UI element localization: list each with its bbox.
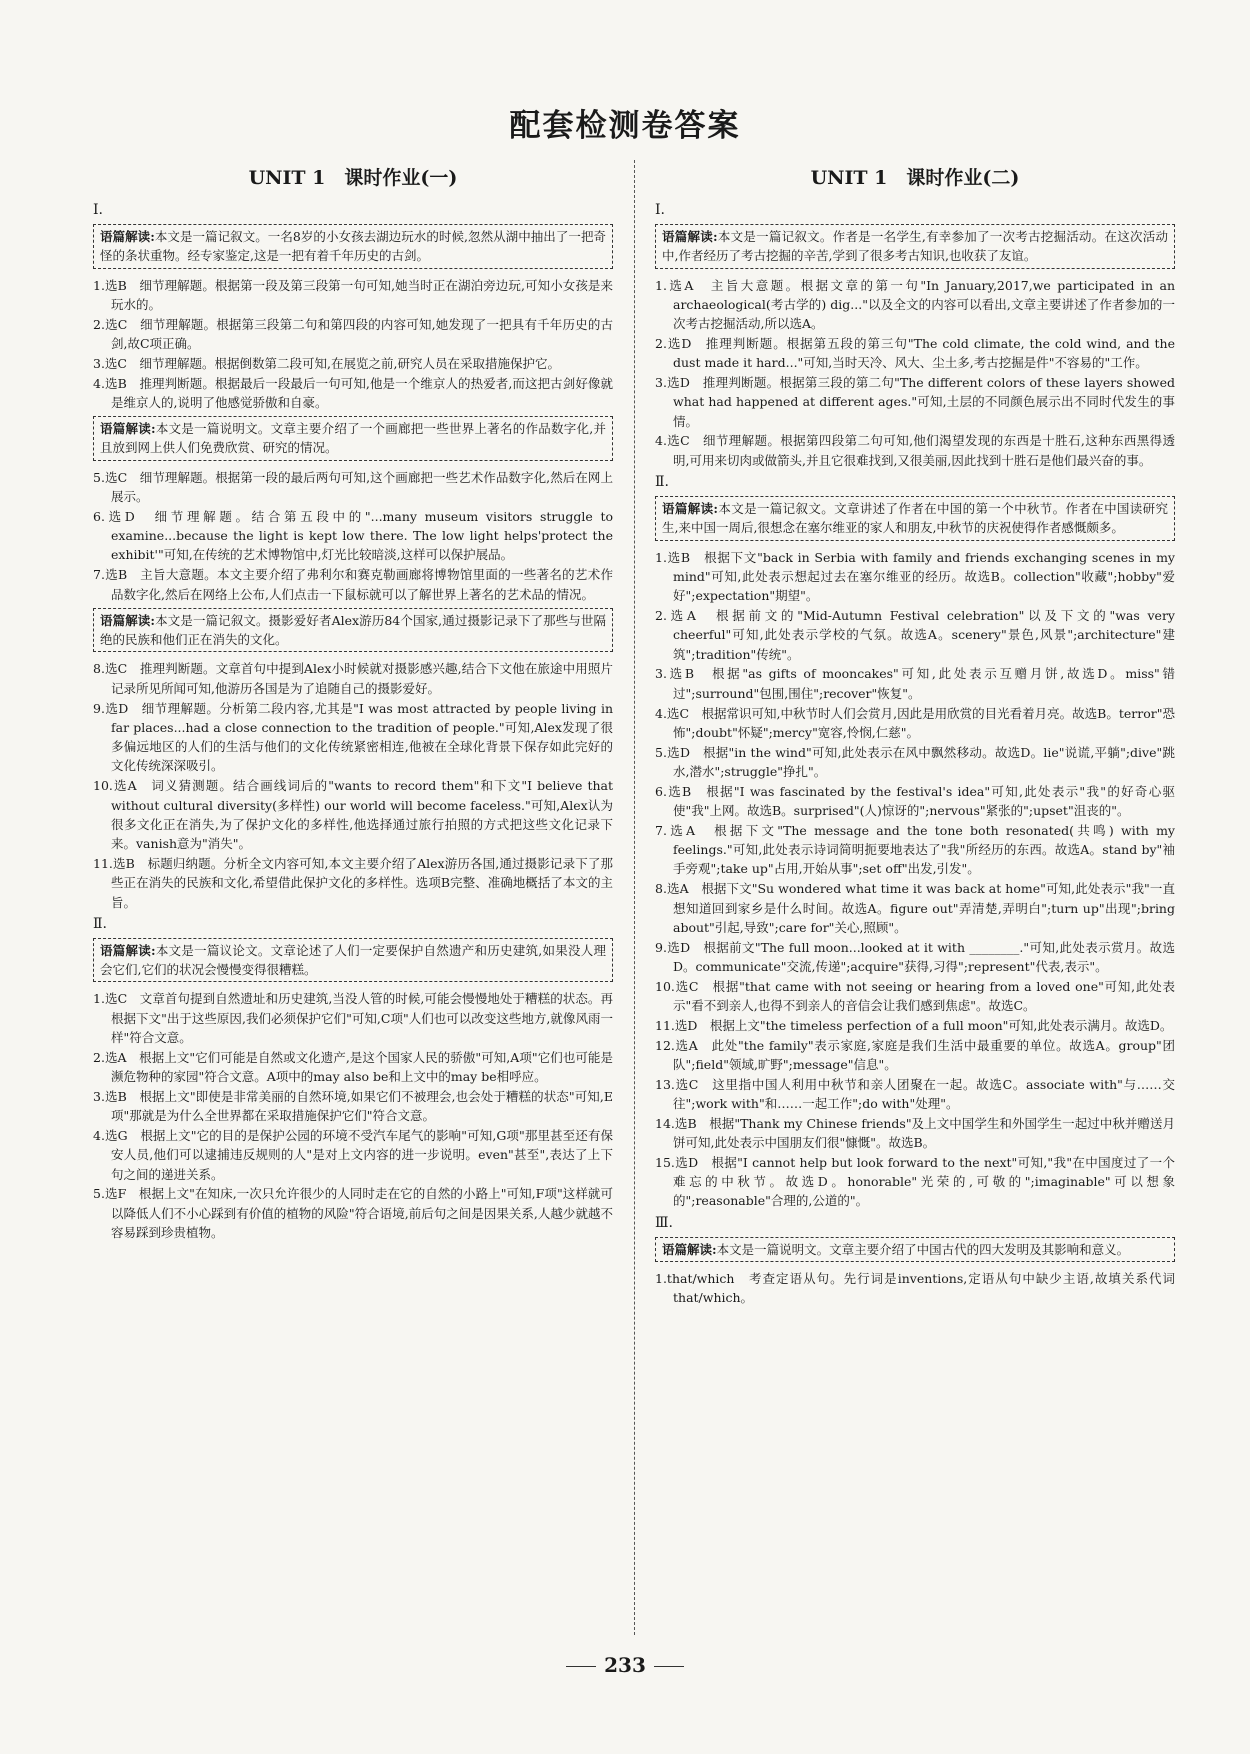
answer-item: 1.选C 文章首句提到自然遗址和历史建筑,当没人管的时候,可能会慢慢地处于糟糕的状态。再根据下文"出于这些原因,我们必须保护它们"可知,C项"人们也可以改变这些地方,就像风雨一样"符合文意。 [93,991,613,1045]
right-content [655,200,1175,1308]
answer-item: 4.选G 根据上文"它的目的是保护公园的环境不受汽车尾气的影响"可知,G项"那里甚至还有保安人员,他们可以逮捕违反规则的人"是对上文内容的进一步说明。even"甚至",表达了上下句之间的递进关系。 [93,1127,613,1182]
answer-item: 2.选A 根据前文的"Mid-Autumn Festival celebration"以及下文的"was very cheerful"可知,此处表示学校的气氛。故选A。scenery"景色,风景";architecture"建筑";tradition"传统"。 [655,608,1175,662]
answer-item: 5.选D 根据"in the wind"可知,此处表示在风中飘然移动。故选D。lie"说谎,平躺";dive"跳水,潜水";struggle"挣扎"。 [655,744,1175,779]
left-content [93,200,613,1242]
passage-summary-text: 本文是一篇记叙文。文章讲述了作者在中国的第一个中秋节。作者在中国读研究生,来中国一周后,很想念在塞尔维亚的家人和朋友,中秋节的庆祝使得作者感慨颇多。 [662,501,1168,536]
passage-summary-box [655,1237,1175,1262]
right-column-heading: UNIT 1 课时作业(二) [810,167,1020,189]
answer-item: 7.选A 根据下文"The message and the tone both resonated(共鸣) with my feelings."可知,此处表示诗词简明扼要地表达了"我"所经历的东西。故选A。stand by"袖手旁观";take up"占用,开始从事";set off"出发,引发"。 [655,822,1175,877]
left-column-heading: UNIT 1 课时作业(一) [248,167,458,189]
passage-summary-label: 语篇解读: [662,1241,717,1257]
answer-item: 2.选C 细节理解题。根据第三段第二句和第四段的内容可知,她发现了一把具有千年历史的古剑,故C项正确。 [93,316,613,351]
answer-item: 9.选D 根据前文"The full moon...looked at it with ________."可知,此处表示赏月。故选D。communicate"交流,传递";acquire"获得,习得";represent"代表,表示"。 [655,939,1175,974]
answer-list [93,989,613,1242]
answer-item: 1.that/which 考查定语从句。先行词是inventions,定语从句中缺少主语,故填关系代词that/which。 [655,1271,1175,1306]
answer-list [93,659,613,911]
right-column [655,163,1175,1308]
passage-summary-text: 本文是一篇记叙文。一名8岁的小女孩去湖边玩水的时候,忽然从湖中抽出了一把奇怪的条状重物。经专家鉴定,这是一把有着千年历史的古剑。 [100,229,606,264]
answer-item: 11.选D 根据上文"the timeless perfection of a full moon"可知,此处表示满月。故选D。 [655,1017,1173,1033]
answer-item: 3.选B 根据上文"即使是非常美丽的自然环境,如果它们不被理会,也会处于糟糕的状态"可知,E项"那就是为什么全世界都在采取措施保护它们"符合文意。 [93,1088,613,1124]
page-number: 233 [604,1653,646,1677]
section-label: Ⅱ. [93,915,107,932]
passage-summary-label: 语篇解读: [662,229,718,244]
answer-list [655,1269,1175,1308]
answer-item: 4.选C 根据常识可知,中秋节时人们会赏月,因此是用欣赏的目光看着月亮。故选B。terror"恐怖";doubt"怀疑";mercy"宽容,怜悯,仁慈"。 [655,705,1175,740]
passage-summary-text: 本文是一篇议论文。文章论述了人们一定要保护自然遗产和历史建筑,如果没人理会它们,它们的状况会慢慢变得很糟糕。 [100,942,606,978]
passage-summary-box [93,416,613,461]
answer-item: 12.选A 此处"the family"表示家庭,家庭是我们生活中最重要的单位。故选A。group"团队";field"领域,旷野";message"信息"。 [655,1037,1175,1072]
passage-summary-box [655,496,1175,541]
answer-item: 3.选C 细节理解题。根据倒数第二段可知,在展览之前,研究人员在采取措施保护它。 [93,355,560,371]
passage-summary-box [93,608,613,653]
answer-item: 15.选D 根据"I cannot help but look forward to the next"可知,"我"在中国度过了一个难忘的中秋节。故选D。honorable"光荣的,可敬的";imaginable"可以想象的";reasonable"合理的,公道的"。 [655,1154,1175,1209]
answer-item: 2.选D 推理判断题。根据第五段的第三句"The cold climate, the cold wind, and the dust made it hard..."可知,当时天冷、风大、尘土多,考古挖掘是件"不容易的"工作。 [655,335,1175,371]
answer-item: 5.选F 根据上文"在知床,一次只允许很少的人同时走在它的自然的小路上"可知,F项"这样就可以降低人们不小心踩到有价值的植物的风险"符合语境,前后句之间是因果关系,人越少就越不容易踩到珍贵植物。 [93,1186,613,1240]
passage-summary-text: 本文是一篇说明文。文章主要介绍了一个画廊把一些世界上著名的作品数字化,并且放到网上供人们免费欣赏、研究的情况。 [100,421,606,456]
answer-item: 1.选B 细节理解题。根据第一段及第三段第一句可知,她当时正在湖泊旁边玩,可知小女孩是来玩水的。 [93,277,613,312]
passage-summary-box [93,224,613,269]
answer-item: 6.选D 细节理解题。结合第五段中的"...many museum visitors struggle to examine...because the light is kept low there. The low light helps'protect the exhibit'"可知,在传统的艺术博物馆中,灯光比较暗淡,这样可以保护展品。 [93,508,613,563]
answer-item: 1.选A 主旨大意题。根据文章的第一句"In January,2017,we participated in an archaeological(考古学的) dig..."以及全文的内容可以看出,文章主要讲述了作者参加的一次考古挖掘活动,所以选A。 [655,277,1175,332]
passage-summary-text: 本文是一篇说明文。文章主要介绍了中国古代的四大发明及其影响和意义。 [716,1241,1130,1257]
answer-item: 4.选C 细节理解题。根据第四段第二句可知,他们渴望发现的东西是十胜石,这种东西黑得透明,可用来切肉或做箭头,并且它很难找到,又很美丽,因此找到十胜石是他们最兴奋的事。 [655,433,1175,468]
answer-item: 5.选C 细节理解题。根据第一段的最后两句可知,这个画廊把一些艺术作品数字化,然后在网上展示。 [93,469,613,505]
answer-item: 13.选C 这里指中国人利用中秋节和亲人团聚在一起。故选C。associate with"与……交往";work with"和……一起工作";do with"处理"。 [655,1076,1175,1111]
footer-dash-left [566,1666,596,1667]
answer-item: 4.选B 推理判断题。根据最后一段最后一句可知,他是一个维京人的热爱者,而这把古剑好像就是维京人的,说明了他感觉骄傲和自豪。 [93,375,613,410]
section-label: Ⅱ. [655,474,669,491]
passage-summary-label: 语篇解读: [100,229,155,244]
passage-summary-label: 语篇解读: [100,612,156,628]
answer-item: 1.选B 根据下文"back in Serbia with family and friends exchanging scenes in my mind"可知,此处表示想起过去在塞尔维亚的经历。故选B。collection"收藏";hobby"爱好";expectation"期望"。 [655,549,1175,604]
answer-item: 2.选A 根据上文"它们可能是自然或文化遗产,是这个国家人民的骄傲"可知,A项"它们也可能是濒危物种的家园"符合文意。A项中的may also be和上文中的may be相呼应。 [93,1049,613,1085]
page-title: 配套检测卷答案 [509,108,741,144]
passage-summary-text: 本文是一篇记叙文。摄影爱好者Alex游历84个国家,通过摄影记录下了那些与世隔绝的民族和他们正在消失的文化。 [100,612,606,648]
answer-list [655,548,1175,1211]
answer-item: 9.选D 细节理解题。分析第二段内容,尤其是"I was most attracted by people living in far places...had a close connection to the tradition of people."可知,Alex发现了很多偏远地区的人们的生活与他们的文化传统紧密相连,他被在全球化背景下保存如此完好的文化传统深深吸引。 [93,700,613,774]
answer-item: 8.选C 推理判断题。文章首句中提到Alex小时候就对摄影感兴趣,结合下文他在旅途中用照片记录所见所闻可知,他游历各国是为了追随自己的摄影爱好。 [93,661,613,696]
answer-item: 11.选B 标题归纳题。分析全文内容可知,本文主要介绍了Alex游历各国,通过摄影记录下了那些正在消失的民族和文化,希望借此保护文化的多样性。选项B完整、准确地概括了本文的主旨。 [93,855,613,910]
footer-dash-right [654,1666,684,1667]
section-label: Ⅰ. [93,202,103,218]
answer-list [93,276,613,413]
answer-item: 10.选C 根据"that came with not seeing or hearing from a loved one"可知,此处表示"看不到亲人,也得不到亲人的音信会让我们感到焦虑"。故选C。 [655,978,1175,1013]
passage-summary-box [93,938,613,983]
answer-item: 3.选B 根据"as gifts of mooncakes"可知,此处表示互赠月饼,故选D。miss"错过";surround"包围,围住";recover"恢复"。 [655,666,1175,701]
answer-item: 10.选A 词义猜测题。结合画线词后的"wants to record them"和下文"I believe that without cultural diversity(多样性) our world will become faceless."可知,Alex认为很多文化正在消失,为了保护文化的多样性,他选择通过旅行拍照的方式把这些文化记录下来。vanish意为"消失"。 [93,778,613,852]
section-label: Ⅰ. [655,202,665,218]
passage-summary-label: 语篇解读: [100,942,156,958]
answer-list [93,468,613,604]
passage-summary-label: 语篇解读: [100,421,156,437]
answer-list [655,276,1175,470]
passage-summary-label: 语篇解读: [662,501,719,517]
answer-item: 14.选B 根据"Thank my Chinese friends"及上文中国学生和外国学生一起过中秋并赠送月饼可知,此处表示中国朋友们很"慷慨"。故选B。 [655,1115,1175,1151]
page-footer [0,1653,1250,1677]
passage-summary-box [655,224,1175,269]
answer-item: 7.选B 主旨大意题。本文主要介绍了弗利尔和赛克勒画廊将博物馆里面的一些著名的艺术作品数字化,然后在网络上公布,人们点击一下鼠标就可以了解世界上著名的艺术品的情况。 [93,567,613,602]
column-divider [634,160,635,1635]
answer-item: 8.选A 根据下文"Su wondered what time it was back at home"可知,此处表示"我"一直想知道回到家乡是什么时间。故选A。figure out"弄清楚,弄明白";turn up"出现";bring about"引起,导致";care for"关心,照顾"。 [655,881,1175,935]
left-column [93,163,613,1243]
passage-summary-text: 本文是一篇记叙文。作者是一名学生,有幸参加了一次考古挖掘活动。在这次活动中,作者经历了考古挖掘的辛苦,学到了很多考古知识,也收获了友谊。 [662,229,1168,264]
answer-item: 3.选D 推理判断题。根据第三段的第二句"The different colors of these layers showed what had happened at different ages."可知,土层的不同颜色展示出不同时代发生的事情。 [655,375,1175,429]
section-label: Ⅲ. [655,1214,673,1231]
answer-item: 6.选B 根据"I was fascinated by the festival's idea"可知,此处表示"我"的好奇心驱使"我"上网。故选B。surprised"(人)惊讶的";nervous"紧张的";upset"沮丧的"。 [655,783,1175,819]
